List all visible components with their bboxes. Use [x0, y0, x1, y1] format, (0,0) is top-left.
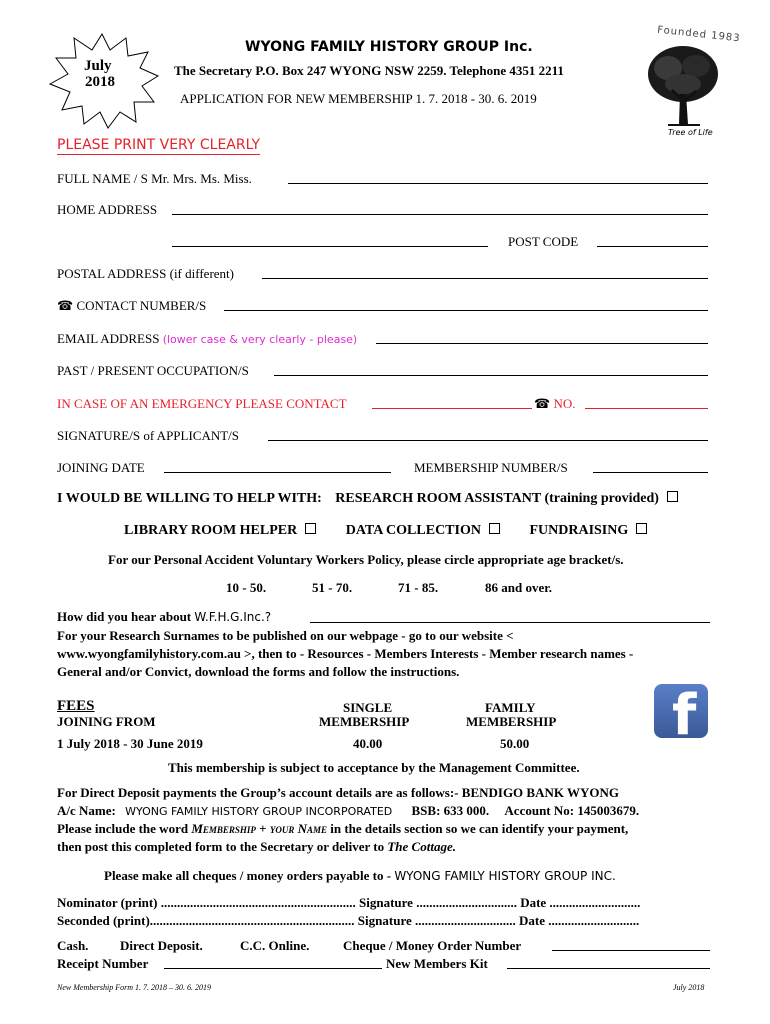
founded-text: Founded 1983: [656, 24, 742, 45]
library-option-label: LIBRARY ROOM HELPER: [124, 523, 298, 538]
hear-question: [57, 609, 271, 625]
please-print-heading: [57, 137, 260, 153]
surnames-line-3: General and/or Convict, download the forms and follow the instructions.: [57, 664, 460, 679]
single-heading-2: MEMBERSHIP: [319, 714, 410, 729]
contact-label: CONTACT NUMBER/S: [76, 298, 207, 313]
joining-from-label: JOINING FROM: [57, 714, 156, 729]
home-address-line2-input[interactable]: [172, 246, 488, 247]
cheques-payee: WYONG FAMILY HISTORY GROUP INC.: [394, 869, 616, 883]
occupation-label: PAST / PRESENT OCCUPATION/S: [57, 363, 249, 378]
badge-month: July: [84, 58, 112, 74]
facebook-icon[interactable]: [654, 684, 708, 738]
family-price: 50.00: [500, 736, 530, 751]
research-option-label: RESEARCH ROOM ASSISTANT (training provided): [335, 491, 659, 506]
receipt-number-label: Receipt Number: [57, 956, 149, 971]
org-title: WYONG FAMILY HISTORY GROUP Inc.: [245, 39, 533, 55]
occupation-input[interactable]: [274, 375, 708, 376]
contact-input[interactable]: [224, 310, 708, 311]
footer-left: New Membership Form 1. 7. 2018 – 30. 6. 2019: [57, 983, 211, 992]
acceptance-text: This membership is subject to acceptance by the Management Committee.: [168, 760, 580, 775]
tree-icon: [646, 44, 720, 128]
single-price: 40.00: [353, 736, 383, 751]
your-word: your: [269, 821, 295, 836]
cheque-number-label: Cheque / Money Order Number: [343, 938, 522, 953]
signature-input[interactable]: [268, 440, 708, 441]
nominator-line[interactable]: Nominator (print) ............................................................ Signature ............................... Date ............................: [57, 895, 641, 910]
hear-org: W.F.H.G.Inc.?: [194, 610, 272, 624]
phone-icon: ☎: [534, 397, 551, 412]
emergency-number-input[interactable]: [585, 408, 708, 409]
library-checkbox[interactable]: [305, 523, 316, 534]
hear-input[interactable]: [310, 622, 710, 623]
age-bracket-2[interactable]: 51 - 70.: [312, 580, 353, 595]
postal-address-input[interactable]: [262, 278, 708, 279]
emergency-no-label: NO.: [553, 396, 576, 411]
emergency-no-label-row: [534, 396, 575, 412]
single-heading-1: SINGLE: [343, 700, 393, 715]
age-bracket-1[interactable]: 10 - 50.: [226, 580, 267, 595]
age-bracket-3[interactable]: 71 - 85.: [398, 580, 439, 595]
hear-prefix: How did you hear about: [57, 609, 195, 624]
surnames-line-2: www.wyongfamilyhistory.com.au >, then to - Resources - Members Interests - Member research names -: [57, 646, 634, 661]
new-members-kit-label: New Members Kit: [386, 956, 488, 971]
include-text: Please include the word: [57, 821, 192, 836]
badge-year: 2018: [85, 74, 115, 90]
deposit-line-4: [57, 839, 456, 855]
deposit-line-1: For Direct Deposit payments the Group’s account details are as follows:- BENDIGO BANK WYONG: [57, 785, 619, 800]
deposit-line-3: [57, 821, 628, 837]
emergency-label: IN CASE OF AN EMERGENCY PLEASE CONTACT: [57, 396, 347, 411]
cheque-number-input[interactable]: [552, 950, 710, 951]
family-heading-2: MEMBERSHIP: [466, 714, 557, 729]
emergency-contact-input[interactable]: [372, 408, 532, 409]
data-option-label: DATA COLLECTION: [345, 523, 481, 538]
cheques-line: [104, 868, 616, 884]
seconded-line[interactable]: Seconded (print)............................................................... Signature ............................... Date ............................: [57, 913, 640, 928]
family-heading-1: FAMILY: [485, 700, 536, 715]
policy-text: For our Personal Accident Voluntary Workers Policy, please circle appropriate age bracket/s.: [108, 552, 624, 567]
email-label: EMAIL ADDRESS: [57, 331, 160, 346]
fees-title: FEES: [57, 698, 95, 714]
email-label-row: [57, 331, 357, 347]
post-text: then post this completed form to the Secretary or deliver to: [57, 839, 388, 854]
membership-number-input[interactable]: [593, 472, 708, 473]
signature-label: SIGNATURE/S of APPLICANT/S: [57, 428, 240, 443]
post-code-label: POST CODE: [508, 234, 579, 249]
ac-name: WYONG FAMILY HISTORY GROUP INCORPORATED: [125, 805, 393, 818]
deposit-line-2: [57, 803, 639, 819]
account-no: Account No: 145003679.: [504, 803, 640, 818]
please-print-text: PLEASE PRINT VERY CLEARLY: [57, 137, 261, 153]
membership-word: Membership: [191, 821, 256, 836]
fundraising-checkbox[interactable]: [636, 523, 647, 534]
facebook-f: f: [672, 684, 697, 738]
help-intro: I WOULD BE WILLING TO HELP WITH:: [57, 491, 322, 506]
surnames-line-1: For your Research Surnames to be published on our webpage - go to our website <: [57, 628, 514, 643]
cc-online-option[interactable]: C.C. Online.: [240, 938, 310, 953]
age-bracket-4[interactable]: 86 and over.: [485, 580, 553, 595]
plus-text: +: [255, 821, 270, 836]
cash-option[interactable]: Cash.: [57, 938, 89, 953]
direct-deposit-option[interactable]: Direct Deposit.: [120, 938, 203, 953]
details-text: in the details section so we can identify your payment,: [327, 821, 629, 836]
secretary-address: The Secretary P.O. Box 247 WYONG NSW 2259. Telephone 4351 2211: [174, 63, 564, 78]
membership-number-label: MEMBERSHIP NUMBER/S: [414, 460, 568, 475]
fees-period: 1 July 2018 - 30 June 2019: [57, 736, 203, 751]
receipt-number-input[interactable]: [164, 968, 382, 969]
ac-label: A/c Name:: [57, 803, 116, 818]
help-row-1: [57, 491, 678, 507]
email-note: (lower case & very clearly - please): [162, 333, 358, 346]
home-address-input[interactable]: [172, 214, 708, 215]
phone-icon: ☎: [57, 299, 74, 314]
bsb: BSB: 633 000.: [411, 803, 490, 818]
joining-date-input[interactable]: [164, 472, 391, 473]
joining-date-label: JOINING DATE: [57, 460, 145, 475]
email-input[interactable]: [376, 343, 708, 344]
home-address-label: HOME ADDRESS: [57, 202, 158, 217]
postal-address-label: POSTAL ADDRESS (if different): [57, 266, 234, 281]
cheques-text: Please make all cheques / money orders payable to -: [104, 868, 395, 883]
new-members-kit-input[interactable]: [507, 968, 710, 969]
post-code-input[interactable]: [597, 246, 708, 247]
name-word: Name: [294, 821, 327, 836]
research-checkbox[interactable]: [667, 491, 678, 502]
data-checkbox[interactable]: [489, 523, 500, 534]
fundraising-option-label: FUNDRAISING: [529, 523, 629, 538]
help-row-2: [124, 523, 647, 539]
cottage-text: The Cottage.: [387, 839, 456, 854]
full-name-label: FULL NAME / S Mr. Mrs. Ms. Miss.: [57, 171, 252, 186]
contact-label-row: [57, 298, 206, 314]
footer-right: July 2018: [673, 983, 705, 992]
tree-caption: Tree of Life: [668, 128, 713, 137]
application-title: APPLICATION FOR NEW MEMBERSHIP 1. 7. 2018 - 30. 6. 2019: [180, 91, 537, 106]
full-name-input[interactable]: [288, 183, 708, 184]
